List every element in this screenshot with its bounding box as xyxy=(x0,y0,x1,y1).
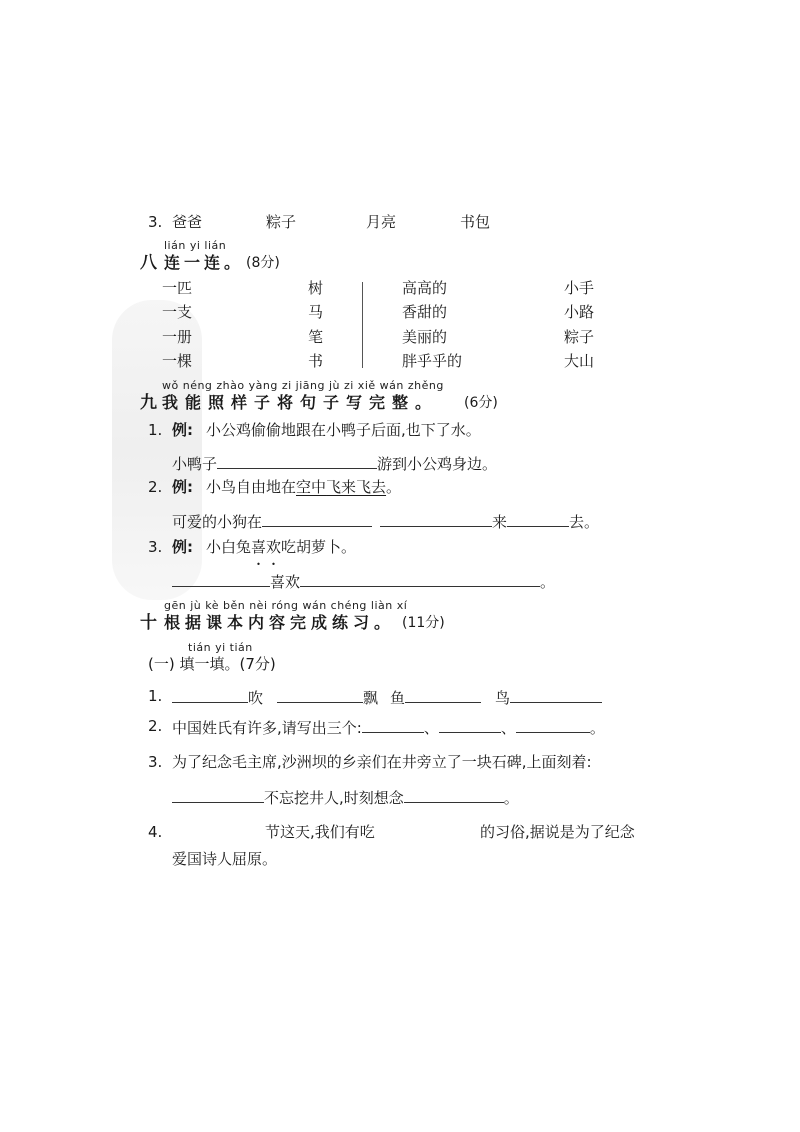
sec9-q3-blank-1[interactable] xyxy=(172,570,270,587)
match-right-b-2: 小路 xyxy=(564,303,595,321)
sec9-q3-example-dotted-2: 欢 xyxy=(266,538,282,556)
sec10-q1-number: 1. xyxy=(148,687,163,705)
sec10-q3-text: 为了纪念毛主席,沙洲坝的乡亲们在井旁立了一块石碑,上面刻着: xyxy=(172,753,592,771)
sec10-q4-number: 4. xyxy=(148,823,163,841)
sec10-q4-line-2: 爱国诗人屈原。 xyxy=(172,850,278,868)
sec10-q2-blank-1[interactable] xyxy=(362,716,424,733)
sec9-q2-example-prefix: 小鸟自由地在 xyxy=(206,478,297,496)
sec9-q2-blank-3[interactable] xyxy=(507,510,569,527)
match-left-b-2: 马 xyxy=(308,303,324,321)
q3-word-4: 书包 xyxy=(460,213,491,231)
sec9-q3-example-prefix: 小白兔 xyxy=(206,538,252,556)
sec9-q1-number: 1. xyxy=(148,421,163,439)
sec9-q3-example-dotted-1: 喜 xyxy=(251,538,267,556)
sec10-q3-blank-2[interactable] xyxy=(404,786,504,803)
sec10-q1-word-4: 鸟 xyxy=(495,689,511,707)
sec10-q1-line xyxy=(172,686,602,708)
match-left-a-1: 一匹 xyxy=(162,279,193,297)
sec10-q3-blank-1[interactable] xyxy=(172,786,264,803)
match-right-a-1: 高高的 xyxy=(402,279,448,297)
sec9-score: (6分) xyxy=(464,395,498,411)
match-right-a-4: 胖乎乎的 xyxy=(402,352,463,370)
sec10-q3-answer-line xyxy=(172,786,519,808)
sec10-score: (11分) xyxy=(402,615,445,631)
sec10-sub-pinyin: tián yi tián xyxy=(188,641,253,654)
sec10-q1-word-3: 鱼 xyxy=(390,689,406,707)
sec10-q2-line xyxy=(172,716,605,738)
match-right-a-2: 香甜的 xyxy=(402,303,448,321)
match-left-b-4: 书 xyxy=(308,352,324,370)
sec9-q2-blank-1[interactable] xyxy=(262,510,372,527)
sec9-q3-example-label: 例: xyxy=(172,538,193,556)
sec9-q1-example: 小公鸡偷偷地跟在小鸭子后面,也下了水。 xyxy=(206,421,481,439)
sec9-q1-suffix: 游到小公鸡身边。 xyxy=(377,455,498,473)
match-right-a-3: 美丽的 xyxy=(402,328,448,346)
q3-word-3: 月亮 xyxy=(366,213,397,231)
match-left-b-1: 树 xyxy=(308,279,324,297)
sec10-q1-word-1: 吹 xyxy=(248,689,264,707)
sec9-q2-example xyxy=(206,477,401,497)
sec9-q1-example-label: 例: xyxy=(172,421,193,439)
sec9-q3-answer-line xyxy=(172,570,555,592)
sec9-q2-example-end: 。 xyxy=(386,478,402,496)
match-left-a-4: 一棵 xyxy=(162,352,193,370)
match-left-b-3: 笔 xyxy=(308,328,324,346)
sec9-title: 我能照样子将句子写完整。 xyxy=(162,393,439,412)
sec9-q3-example-suffix: 吃胡萝卜。 xyxy=(281,538,357,556)
sec8-number: 八 xyxy=(140,253,157,273)
sec10-q3-end: 。 xyxy=(503,789,519,807)
sec10-q2-number: 2. xyxy=(148,717,163,735)
sec9-q2-answer-line xyxy=(172,510,599,532)
sec10-title: 根据课本内容完成练习。 xyxy=(164,613,396,632)
match-left-a-2: 一支 xyxy=(162,303,193,321)
sec10-number: 十 xyxy=(140,613,157,633)
sec10-pinyin: gēn jù kè běn nèi róng wán chéng liàn xí xyxy=(164,599,408,612)
sec9-q1-blank[interactable] xyxy=(217,452,377,469)
sec10-q2-sep-2: 、 xyxy=(500,719,516,737)
sec9-q2-prefix: 可爱的小狗在 xyxy=(172,513,263,531)
match-right-b-1: 小手 xyxy=(564,279,595,297)
sec10-q2-text: 中国姓氏有许多,请写出三个: xyxy=(172,719,362,737)
sec9-q1-prefix: 小鸭子 xyxy=(172,455,218,473)
sec9-q2-mid: 来 xyxy=(492,513,508,531)
sec9-q3-mid: 喜欢 xyxy=(270,573,301,591)
sec10-q1-blank-3[interactable] xyxy=(405,686,481,703)
q3-word-1: 爸爸 xyxy=(172,213,203,231)
sec10-q1-blank-4[interactable] xyxy=(510,686,602,703)
sec9-q2-example-label: 例: xyxy=(172,478,193,496)
sec9-q2-blank-2[interactable] xyxy=(380,510,492,527)
match-divider xyxy=(362,282,363,368)
sec9-pinyin: wǒ néng zhào yàng zi jiāng jù zi xiě wán zhěng xyxy=(162,379,444,392)
sec10-q4-mid: 节这天,我们有吃 xyxy=(265,823,375,841)
sec9-q2-example-underline-1: 空中 xyxy=(296,478,327,496)
sec10-sub-title: (一) 填一填。(7分) xyxy=(148,655,276,673)
sec9-q3-example xyxy=(206,537,356,557)
sec10-q1-blank-1[interactable] xyxy=(172,686,248,703)
sec9-q3-end: 。 xyxy=(540,573,556,591)
sec10-q1-blank-2[interactable] xyxy=(277,686,363,703)
sec10-q2-blank-2[interactable] xyxy=(439,716,501,733)
sec10-q2-end: 。 xyxy=(589,719,605,737)
match-right-b-3: 粽子 xyxy=(564,328,595,346)
q3-number: 3. xyxy=(148,213,163,231)
sec10-q4-post: 的习俗,据说是为了纪念 xyxy=(480,823,635,841)
sec10-q1-word-2: 飘 xyxy=(363,689,379,707)
sec8-pinyin: lián yi lián xyxy=(164,239,227,252)
sec10-q2-blank-3[interactable] xyxy=(516,716,590,733)
sec10-q3-mid: 不忘挖井人,时刻想念 xyxy=(264,789,404,807)
q3-word-2: 粽子 xyxy=(266,213,297,231)
sec8-title: 连一连。 xyxy=(164,253,245,272)
sec10-q3-number: 3. xyxy=(148,753,163,771)
sec9-q3-number: 3. xyxy=(148,538,163,556)
sec9-q2-end: 去。 xyxy=(569,513,600,531)
sec9-number: 九 xyxy=(140,393,157,413)
match-left-a-3: 一册 xyxy=(162,328,193,346)
match-right-b-4: 大山 xyxy=(564,352,595,370)
sec10-q2-sep-1: 、 xyxy=(423,719,439,737)
sec9-q1-answer-line xyxy=(172,452,497,474)
sec9-q3-blank-2[interactable] xyxy=(300,570,540,587)
sec9-q2-example-underline-2: 飞来飞去 xyxy=(326,478,387,496)
sec9-q2-number: 2. xyxy=(148,478,163,496)
sec8-score: (8分) xyxy=(246,255,280,271)
